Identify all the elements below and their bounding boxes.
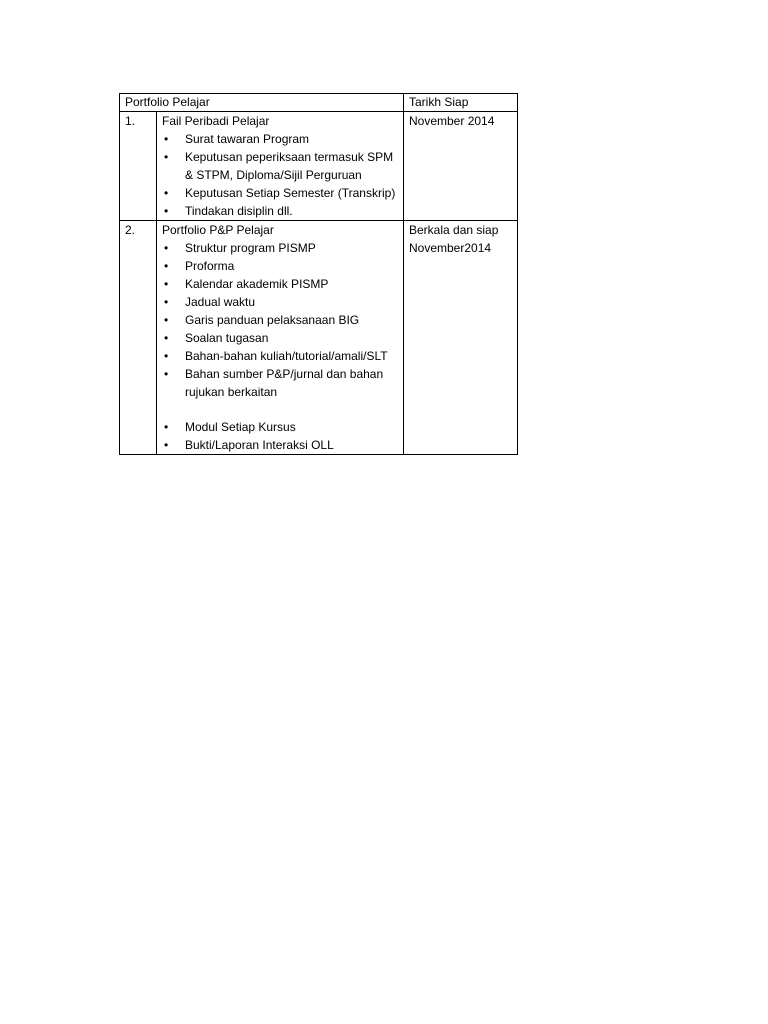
list-item: • Keputusan peperiksaan termasuk SPM & STPM, Diploma/Sijil Perguruan (162, 148, 398, 184)
list-item: • Surat tawaran Program (162, 130, 398, 148)
list-item: • Bahan sumber P&P/jurnal dan bahan rujukan berkaitan (162, 365, 398, 401)
header-portfolio-pelajar: Portfolio Pelajar (120, 94, 404, 112)
row-content (157, 221, 404, 455)
list-item: • Bukti/Laporan Interaksi OLL (162, 436, 398, 454)
row-content (157, 112, 404, 221)
list-item: • Jadual waktu (162, 293, 398, 311)
row-number: 1. (120, 112, 157, 221)
table-row (120, 221, 518, 455)
portfolio-table (119, 93, 518, 455)
row-title: Fail Peribadi Pelajar (162, 114, 270, 128)
row-title: Portfolio P&P Pelajar (162, 223, 274, 237)
bullet-list (162, 130, 398, 220)
date-line: November 2014 (409, 114, 495, 128)
list-item: • Bahan-bahan kuliah/tutorial/amali/SLT (162, 347, 398, 365)
list-item: • Soalan tugasan (162, 329, 398, 347)
list-item: • Garis panduan pelaksanaan BIG (162, 311, 398, 329)
row-date (404, 112, 518, 221)
list-item: • Modul Setiap Kursus (162, 418, 398, 436)
row-number: 2. (120, 221, 157, 455)
list-item: • Struktur program PISMP (162, 239, 398, 257)
date-line: Berkala dan siap (409, 223, 499, 237)
row-date (404, 221, 518, 455)
list-item: • Proforma (162, 257, 398, 275)
table-row (120, 112, 518, 221)
list-item: • Keputusan Setiap Semester (Transkrip) (162, 184, 398, 202)
date-line: November2014 (409, 241, 492, 255)
header-tarikh-siap: Tarikh Siap (404, 94, 518, 112)
list-item: • Kalendar akademik PISMP (162, 275, 398, 293)
table-header-row (120, 94, 518, 112)
bullet-list (162, 239, 398, 454)
list-item: • Tindakan disiplin dll. (162, 202, 398, 220)
